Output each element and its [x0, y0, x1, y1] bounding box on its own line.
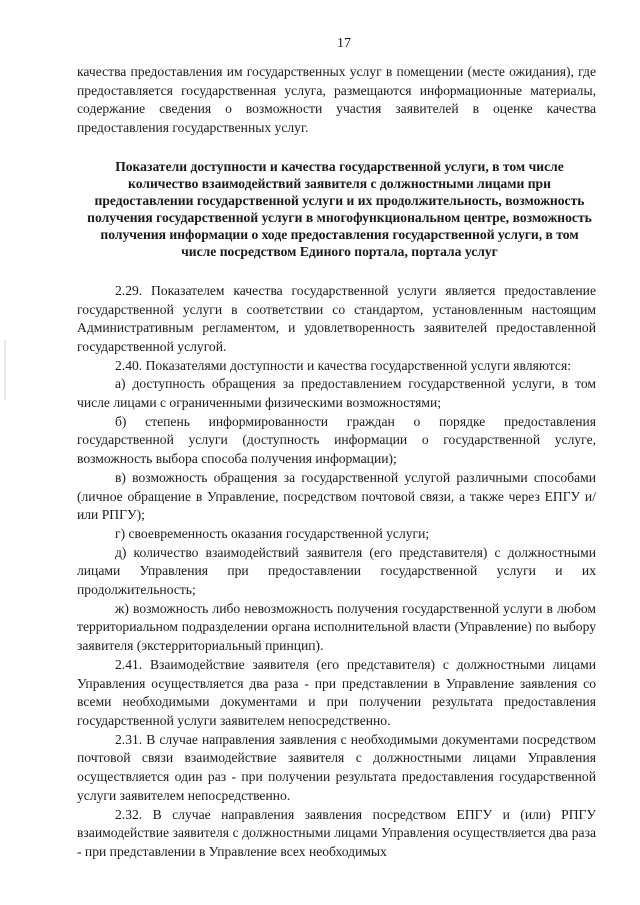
intro-paragraph: качества предоставления им государственных услуг в помещении (месте ожидания), где предоставляется государственная услуга, размещаются информационные материалы, содержание сведения о возможности участия заявителей в оценке качества предоставления государственных услуг.: [77, 64, 596, 136]
paragraph-2-31: 2.31. В случае направления заявления с необходимыми документами посредством почтовой связи взаимодействие заявителя с должностными лицами Управления осуществляется один раз - при получении результата предоставления государственной услуги заявителем непосредственно.: [77, 731, 596, 803]
list-item-b: б) степень информированности граждан о порядке предоставления государственной услуги (доступность информации о государственной услуге, возможность выбора способа получения информации);: [77, 413, 596, 467]
list-item-zh: ж) возможность либо невозможность получения государственной услуги в любом территориальном подразделении органа исполнительной власти (Управление) по выбору заявителя (экстерриториальный принцип).: [77, 600, 596, 654]
paragraph-2-40: 2.40. Показателями доступности и качества государственной услуги являются:: [115, 357, 571, 373]
paragraph-2-29: 2.29. Показателем качества государственной услуги является предоставление государственной услуги в соответствии со стандартом, установленным настоящим Административным регламентом, и удовлетворенность заявителей предоставленной государственной услугой.: [77, 282, 596, 354]
scan-edge-mark: [4, 340, 6, 400]
list-item-v: в) возможность обращения за государственной услугой различными способами (личное обращение в Управление, посредством почтовой связи, а также через ЕПГУ и/или РПГУ);: [77, 469, 596, 523]
paragraph-2-32: 2.32. В случае направления заявления посредством ЕПГУ и (или) РПГУ взаимодействие заявителя с должностными лицами Управления осуществляется два раза - при представлении в Управление всех необходимых: [77, 806, 596, 859]
paragraph-2-41: 2.41. Взаимодействие заявителя (его представителя) с должностными лицами Управления осуществляется два раза - при представлении в Управление заявления со всеми необходимыми документами и при получении результата предоставления государственной услуги заявителем непосредственно.: [77, 656, 596, 728]
list-item-g: г) своевременность оказания государственной услуги;: [115, 525, 430, 541]
document-body: [77, 63, 596, 862]
page-number: 17: [337, 36, 351, 51]
section-heading: Показатели доступности и качества государственной услуги, в том числе количество взаимодействий заявителя с должностными лицами при предоставлении государственной услуги и их продолжительность, возможность получения государственной услуги в многофункциональном центре, возможность получения информации о ходе предоставления государственной услуги, в том числе посредством Единого портала, портала услуг: [87, 158, 592, 259]
list-item-d: д) количество взаимодействий заявителя (его представителя) с должностными лицами Управления при предоставлении государственной услуги и их продолжительность;: [77, 544, 596, 598]
list-item-a: а) доступность обращения за предоставлением государственной услуги, в том числе лицами с ограниченными физическими возможностями;: [77, 376, 596, 411]
